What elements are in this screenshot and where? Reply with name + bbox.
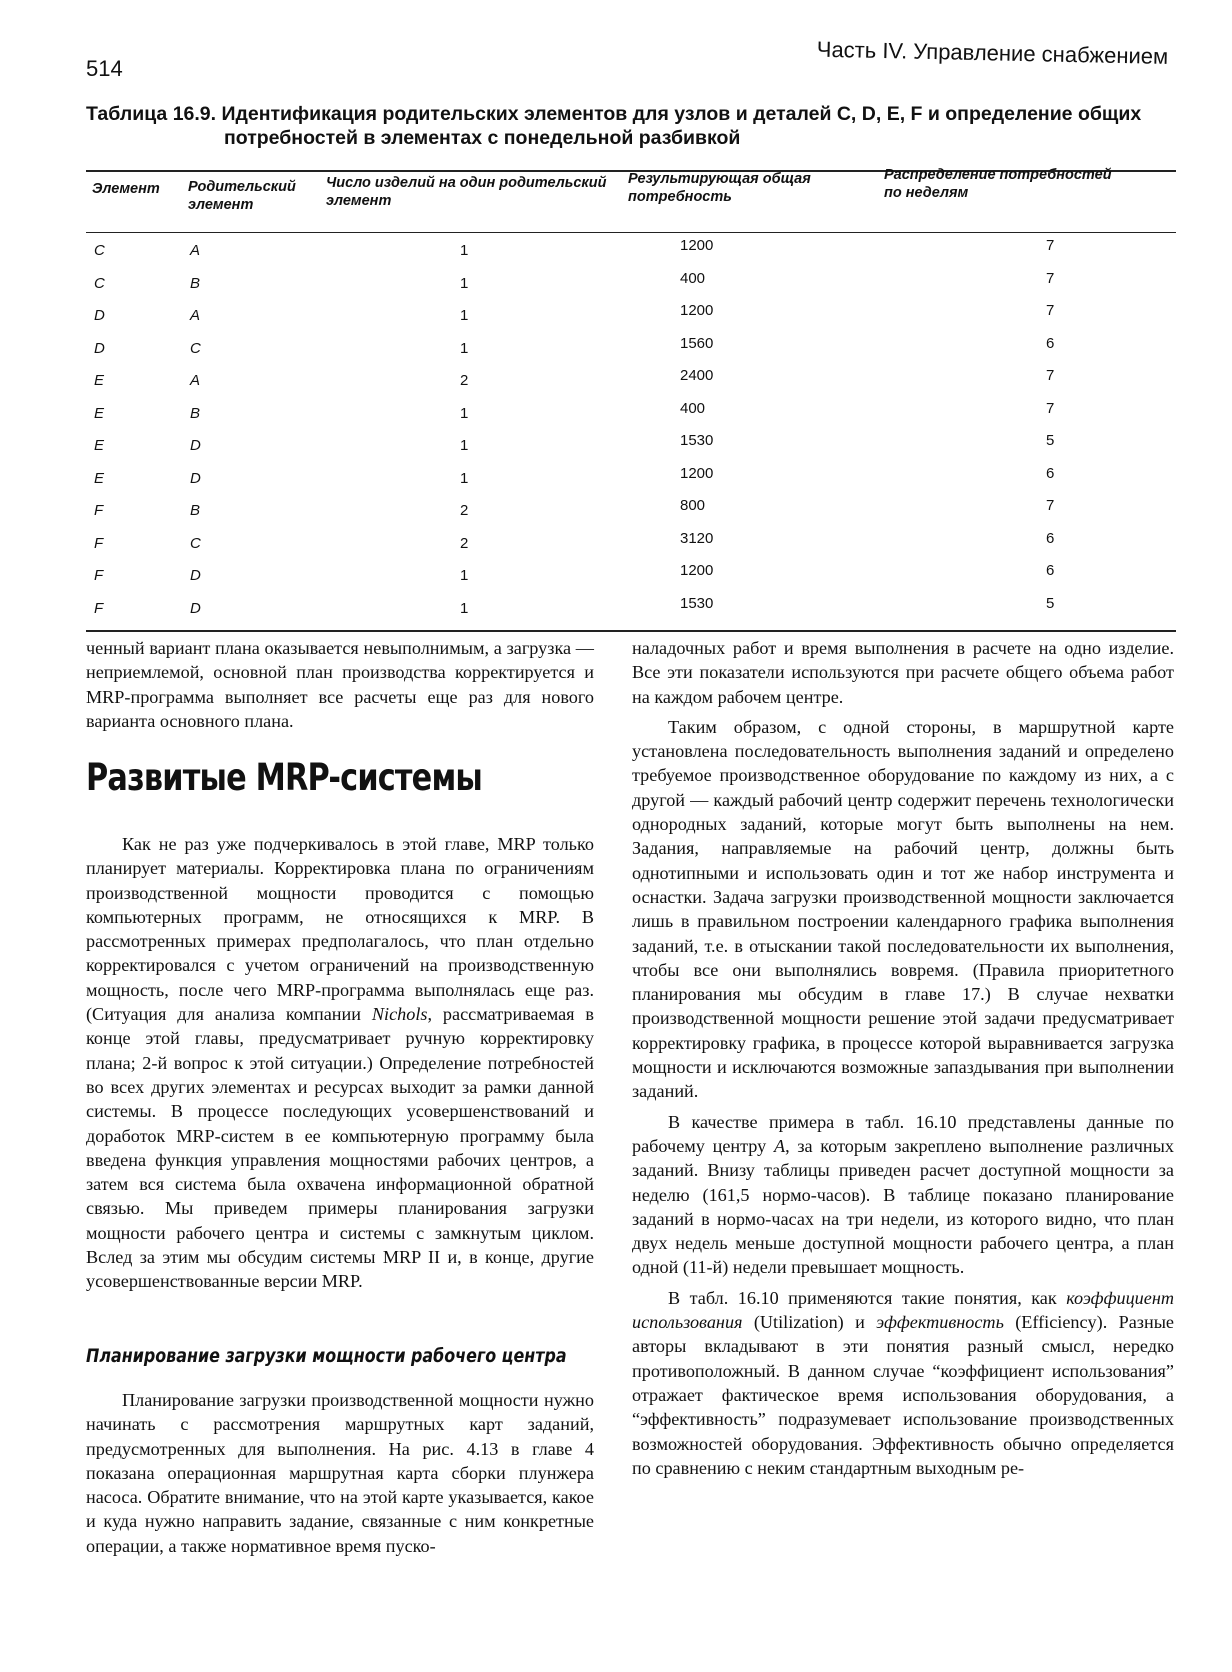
cell-req: 800 bbox=[680, 497, 706, 514]
right-paragraph-2: Таким образом, с одной стороны, в маршрутной карте установлена последовательность выполнения заданий и определено требуемое производственное оборудование по каждому из них, а с другой — каждый рабочий центр содержит перечень технологически однородных заданий, которые могут быть выполнены на нем. Задания, направляемые на рабочий центр, должны быть однотипными и использовать один и тот же набор инструмента и оснастки. Задача загрузки производственной мощности заключается лишь в правильном построении календарного графика выполнения заданий, т.е. в отыскании такой последовательности их выполнения, чтобы все они выполнялись вовремя. (Правила приоритетного планирования мы обсудим в главе 17.) В случае нехватки производственной мощности решение этой задачи предусматривает корректировку графика, в процессе которой выравнивается загрузка мощности и исключаются возможные запаздывания при выполнении заданий. bbox=[632, 716, 1174, 1102]
cell-parent: C bbox=[190, 339, 201, 357]
utilization-term-italic: коэффициент использования bbox=[632, 1287, 1174, 1333]
cell-week: 6 bbox=[1046, 529, 1055, 547]
cell-qty: 1 bbox=[460, 599, 469, 617]
cell-parent: B bbox=[190, 502, 201, 519]
cell-element: D bbox=[94, 339, 105, 357]
header-parent-line2: элемент bbox=[188, 197, 254, 213]
cell-parent: D bbox=[190, 599, 201, 617]
cell-week: 7 bbox=[1046, 497, 1055, 514]
cell-qty: 1 bbox=[460, 404, 469, 422]
right-paragraph-3-start: В качестве примера в табл. 16.10 представлены данные по рабочему центру bbox=[632, 1111, 1174, 1156]
cell-req: 400 bbox=[680, 269, 706, 287]
cell-req: 1530 bbox=[680, 594, 714, 612]
cell-element: C bbox=[94, 242, 105, 259]
right-paragraph-3-end: , за которым закреплено выполнение различных заданий. Внизу таблицы приведен расчет доступной мощности за неделю (161,5 нормо-часов). В таблице показано планирование заданий в нормо-часах на три недели, из которого видно, что план двух недель меньше доступной мощности рабочего центра, а план одной (11-й) недели превышает мощность. bbox=[632, 1135, 1174, 1278]
cell-element: E bbox=[94, 437, 105, 454]
header-distribution-line2: по неделям bbox=[884, 185, 969, 201]
cell-req: 1200 bbox=[680, 562, 714, 579]
header-qty-line1: Число изделий на один родительский bbox=[326, 175, 607, 191]
continuation-paragraph: ченный вариант плана оказывается невыполнимым, а загрузка — неприемлемой, основной план производства корректируется и MRP-программа выполняет все расчеты еще раз для нового варианта основного плана. bbox=[86, 638, 594, 731]
cell-req: 400 bbox=[680, 399, 706, 417]
right-paragraph-4-start: В табл. 16.10 применяются такие понятия, как bbox=[668, 1287, 1067, 1308]
header-distribution bbox=[884, 166, 1112, 202]
header-requirement-line2: потребность bbox=[628, 189, 732, 205]
cell-qty: 1 bbox=[460, 307, 469, 324]
cell-week: 7 bbox=[1046, 237, 1055, 254]
header-requirement bbox=[628, 170, 811, 206]
cell-parent: B bbox=[190, 274, 201, 292]
cell-qty: 1 bbox=[460, 274, 469, 292]
header-element bbox=[92, 180, 160, 198]
cell-qty: 1 bbox=[460, 339, 469, 357]
cell-req: 3120 bbox=[680, 529, 714, 547]
cell-week: 7 bbox=[1046, 269, 1055, 287]
cell-week: 6 bbox=[1046, 464, 1055, 482]
table-caption-line1: Таблица 16.9. Идентификация родительских элементов для узлов и деталей C, D, E, F и определение общих bbox=[86, 103, 1142, 125]
cell-qty: 2 bbox=[460, 534, 469, 552]
right-paragraph-4-mid: (Utilization) и bbox=[742, 1312, 877, 1333]
cell-parent: A bbox=[190, 372, 201, 389]
cell-element: F bbox=[94, 567, 104, 584]
cell-qty: 1 bbox=[460, 567, 469, 584]
cell-req: 1560 bbox=[680, 334, 714, 352]
cell-element: C bbox=[94, 274, 105, 292]
table-caption-line2: потребностей в элементах с понедельной разбивкой bbox=[224, 127, 741, 149]
table-bottom-rule bbox=[86, 630, 1176, 632]
cell-parent: C bbox=[190, 534, 201, 552]
cell-element: E bbox=[94, 404, 105, 422]
cell-parent: A bbox=[190, 242, 201, 259]
right-paragraph-4 bbox=[632, 1286, 1174, 1480]
table-header-rule bbox=[86, 232, 1176, 233]
right-paragraph-3 bbox=[632, 1110, 1174, 1280]
cell-req: 1200 bbox=[680, 237, 714, 254]
cell-week: 7 bbox=[1046, 367, 1055, 384]
cell-parent: D bbox=[190, 469, 201, 487]
page-number: 514 bbox=[86, 56, 123, 81]
left-column-continuation bbox=[86, 636, 594, 733]
right-paragraph-4-end: (Efficiency). Разные авторы вкладывают в эти понятия разный смысл, нередко противоположный. В данном случае “коэффициент использования” отражает фактическое время использования оборудования, а “эффективность” подразумевает использование производственных возможностей оборудования. Эффективность обычно определяется по сравнению с неким стандартным выходным ре- bbox=[632, 1312, 1174, 1478]
table-caption bbox=[86, 102, 1166, 150]
header-parent bbox=[188, 178, 296, 214]
cell-req: 2400 bbox=[680, 367, 714, 384]
header-element-text: Элемент bbox=[92, 181, 160, 197]
cell-qty: 1 bbox=[460, 437, 469, 454]
cell-element: F bbox=[94, 599, 104, 617]
section-title: Развитые MRP-системы bbox=[86, 756, 483, 799]
right-paragraph-1: наладочных работ и время выполнения в расчете на одно изделие. Все эти показатели используются при расчете общего объема работ на каждом рабочем центре. bbox=[632, 638, 1174, 707]
company-name-italic: Nichols bbox=[371, 1004, 428, 1025]
cell-qty: 2 bbox=[460, 372, 469, 389]
subsection-title: Планирование загрузки мощности рабочего центра bbox=[86, 1346, 567, 1367]
cell-week: 6 bbox=[1046, 334, 1055, 352]
cell-element: F bbox=[94, 534, 104, 552]
left-paragraph-2: Планирование загрузки производственной мощности нужно начинать с рассмотрения маршрутных карт заданий, предусмотренных для выполнения. На рис. 4.13 в главе 4 показана операционная маршрутная карта сборки плунжера насоса. Обратите внимание, что на этой карте указывается, какое и куда нужно направить задание, связанные с ним конкретные операции, а также нормативное время пуско- bbox=[86, 1390, 594, 1556]
header-qty bbox=[326, 174, 606, 210]
left-paragraph-1-start: Как не раз уже подчеркивалось в этой главе, MRP только планирует материалы. Корректировка плана по ограничениям производственной мощности проводится с помощью компьютерных программ, не относящихся к MRP. В рассмотренных примерах предполагалось, что план отдельно корректировался с учетом ограничений на производственную мощность, после чего MRP-программа выполнялась еще раз. (Ситуация для анализа компании bbox=[86, 834, 594, 1025]
work-center-italic: A bbox=[773, 1135, 786, 1156]
left-column-body bbox=[86, 832, 594, 1294]
left-paragraph-1-end: , рассматриваемая в конце этой главы, предусматривает ручную корректировку плана; 2-й вопрос к этой ситуации.) Определение потребностей во всех других элементах и ресурсах выходит за рамки данной системы. В процессе последующих усовершенствований и доработок MRP-систем в ее компьютерную программу была введена функция управления мощностями рабочих центров, а затем вся система была охвачена информационной обратной связью. Мы приведем примеры планирования загрузки мощности рабочего центра и системы с замкнутым циклом. Вслед за этим мы обсудим системы MRP II и, в конце, другие усовершенствованные версии MRP. bbox=[86, 1004, 594, 1292]
cell-parent: B bbox=[190, 404, 201, 422]
header-requirement-line1: Результирующая общая bbox=[628, 171, 811, 187]
left-paragraph-1 bbox=[86, 832, 594, 1294]
cell-week: 5 bbox=[1046, 432, 1055, 449]
cell-week: 7 bbox=[1046, 399, 1055, 417]
right-column-body bbox=[632, 636, 1174, 1480]
cell-element: D bbox=[94, 307, 105, 324]
efficiency-term-italic: эффективность bbox=[876, 1312, 1004, 1333]
cell-element: F bbox=[94, 502, 104, 519]
running-head: Часть IV. Управление снабжением bbox=[816, 36, 1168, 69]
cell-req: 1200 bbox=[680, 464, 714, 482]
cell-week: 6 bbox=[1046, 562, 1055, 579]
cell-qty: 1 bbox=[460, 469, 469, 487]
cell-parent: D bbox=[190, 437, 201, 454]
cell-parent: A bbox=[190, 307, 201, 324]
cell-element: E bbox=[94, 469, 105, 487]
cell-parent: D bbox=[190, 567, 201, 584]
cell-element: E bbox=[94, 372, 105, 389]
cell-week: 7 bbox=[1046, 302, 1055, 319]
cell-qty: 2 bbox=[460, 502, 469, 519]
cell-req: 1200 bbox=[680, 302, 714, 319]
header-qty-line2: элемент bbox=[326, 193, 392, 209]
cell-req: 1530 bbox=[680, 432, 714, 449]
header-distribution-line1: Распределение потребностей bbox=[884, 167, 1112, 183]
cell-week: 5 bbox=[1046, 594, 1055, 612]
cell-qty: 1 bbox=[460, 242, 469, 259]
left-column-body-2 bbox=[86, 1388, 594, 1558]
header-parent-line1: Родительский bbox=[188, 179, 296, 195]
